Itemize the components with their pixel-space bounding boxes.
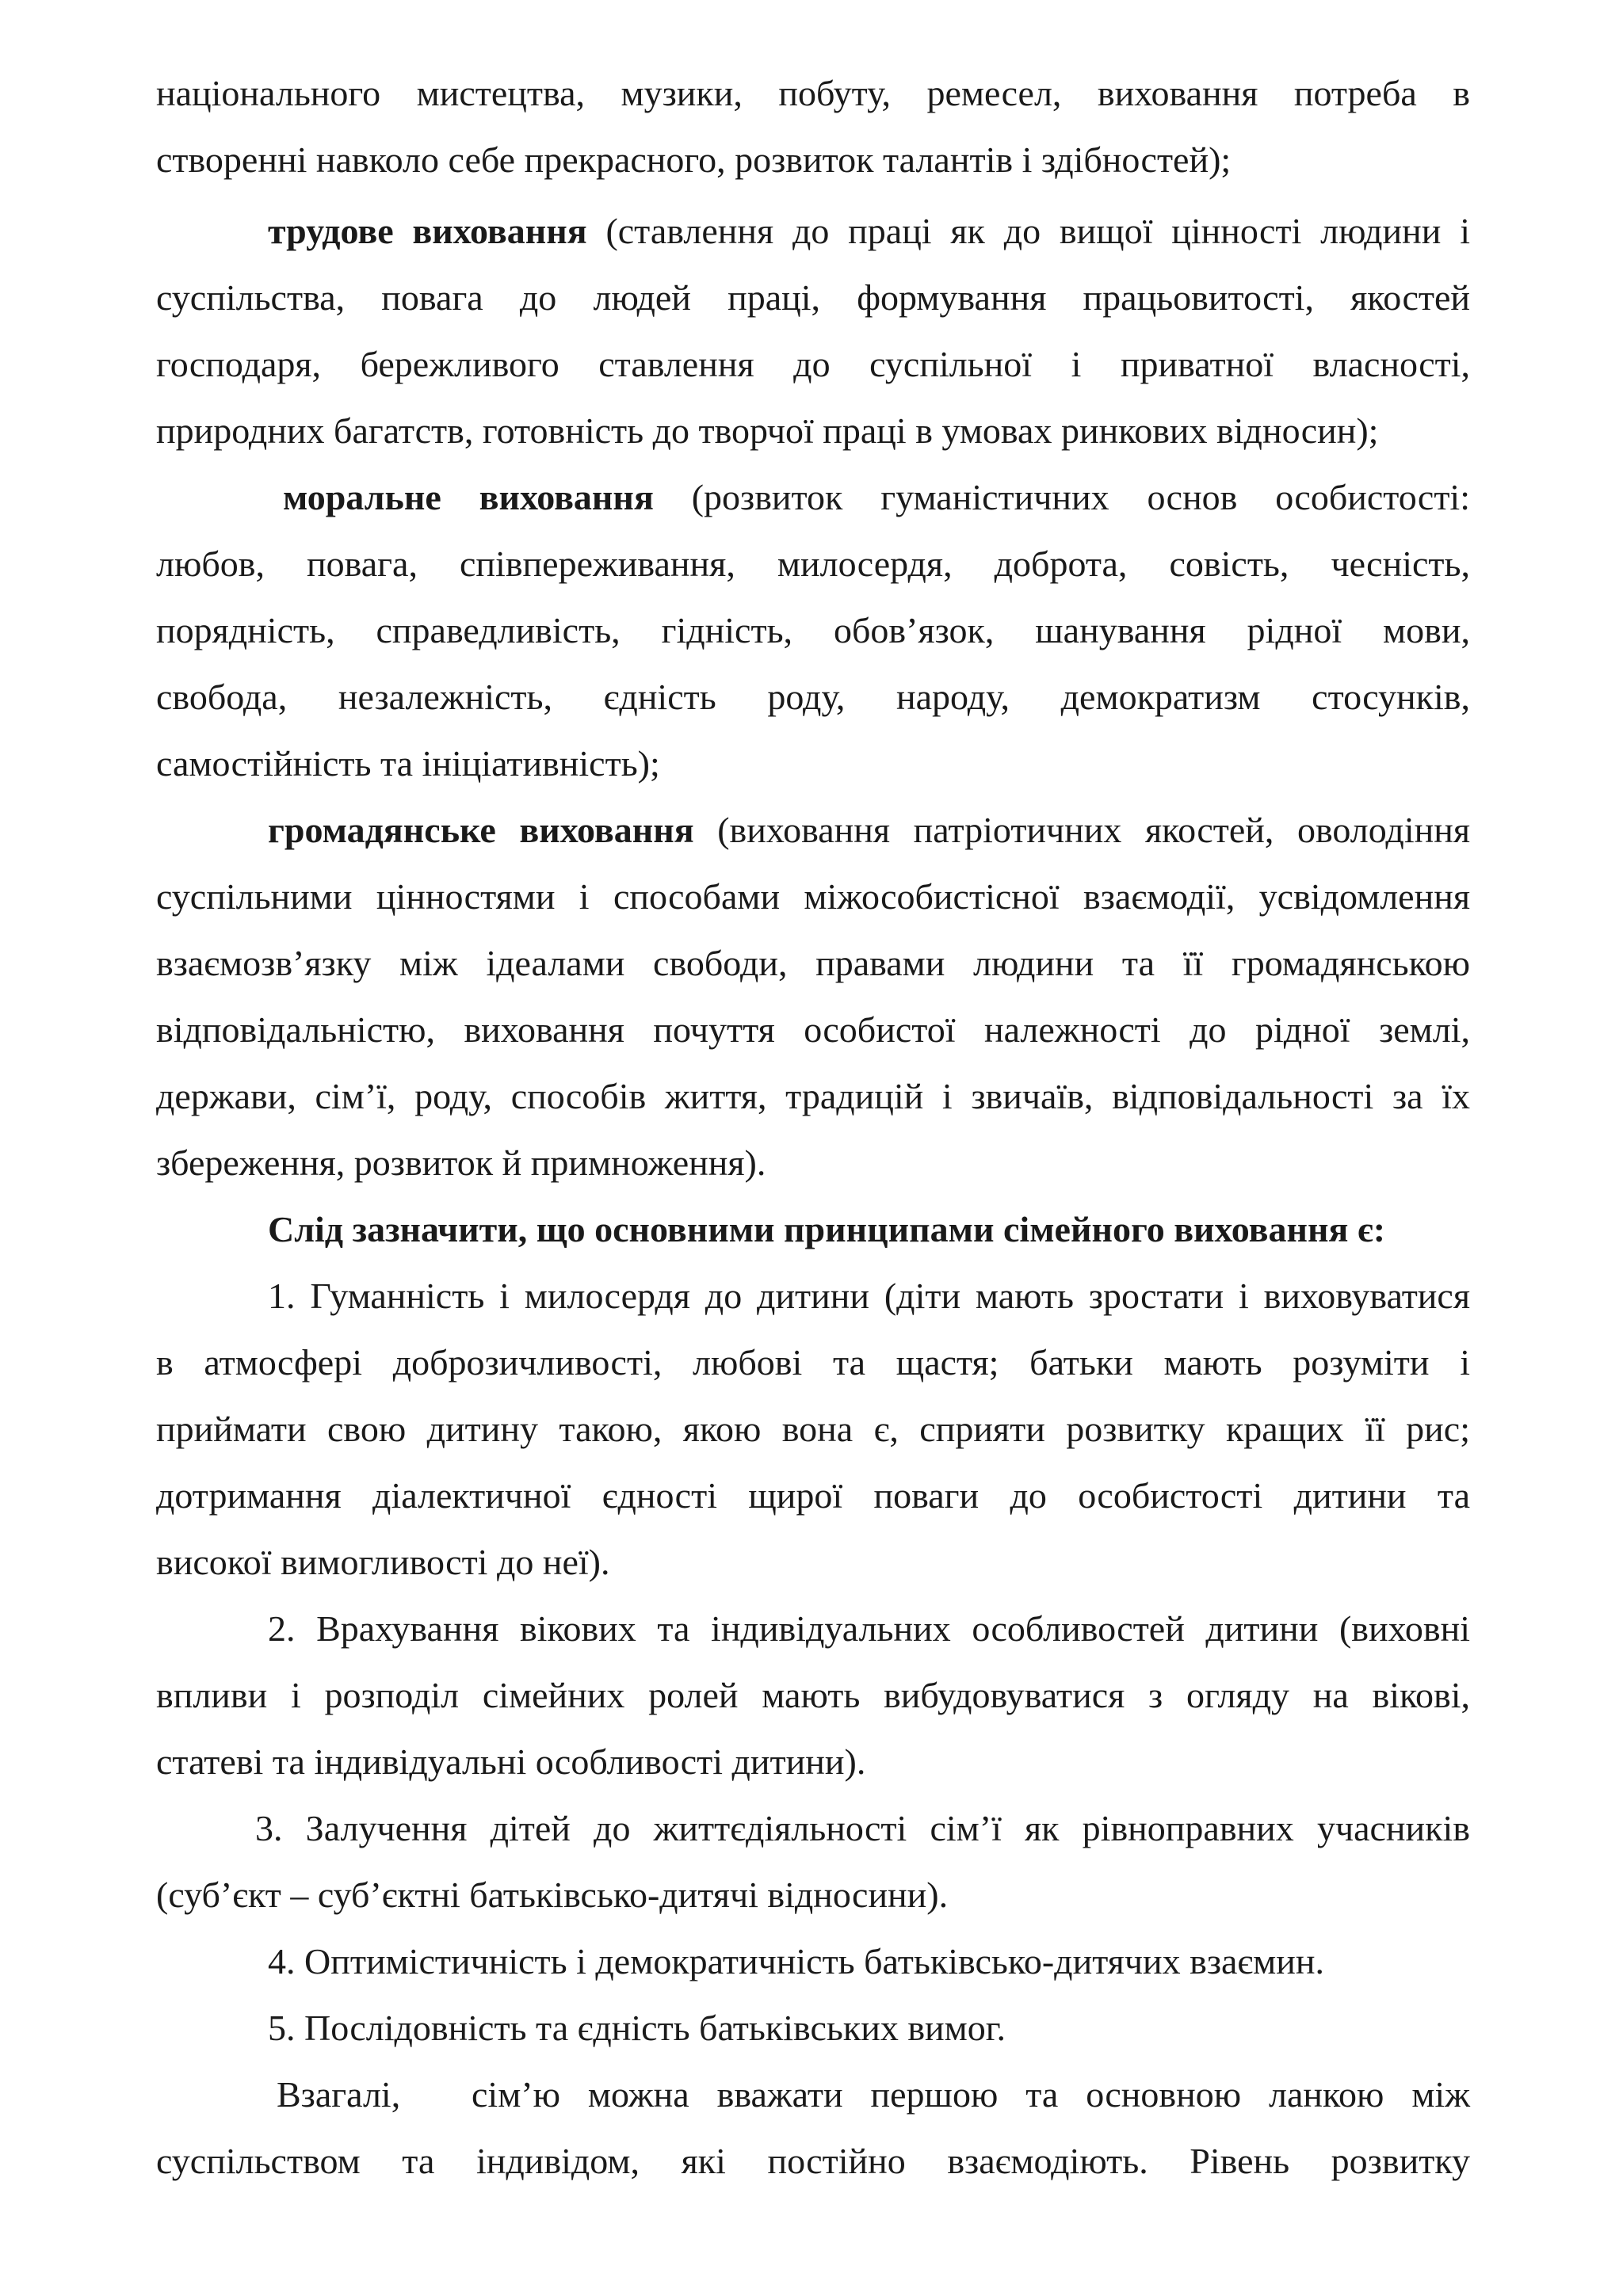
- paragraph-line: національного мистецтва, музики, побуту, ремесел, виховання потреба в: [156, 73, 1470, 113]
- paragraph-line: суспільства, повага до людей праці, формування працьовитості, якостей: [156, 277, 1470, 318]
- paragraph-line: держави, сім’ї, роду, способів життя, традицій і звичаїв, відповідальності за їх: [156, 1076, 1470, 1116]
- principle-item: 2. Врахування вікових та індивідуальних особливостей дитини (виховні: [268, 1608, 1470, 1649]
- paragraph-line: господаря, бережливого ставлення до суспільної і приватної власності,: [156, 344, 1470, 384]
- labor-education-text: (ставлення до праці як до вищої цінності людини і: [605, 211, 1471, 251]
- paragraph-line: статеві та індивідуальні особливості дитини).: [156, 1741, 866, 1782]
- paragraph-line: дотримання діалектичної єдності щирої поваги до особистості дитини та: [156, 1475, 1470, 1516]
- principle-item: 5. Послідовність та єдність батьківських вимог.: [268, 2008, 1006, 2048]
- paragraph-line: збереження, розвиток й примноження).: [156, 1142, 766, 1183]
- paragraph-line: приймати свою дитину такою, якою вона є, сприяти розвитку кращих її рис;: [156, 1409, 1470, 1449]
- moral-education-line: [283, 474, 1470, 521]
- civic-education-line: [268, 807, 1470, 854]
- paragraph-line: суспільними цінностями і способами міжособистісної взаємодії, усвідомлення: [156, 876, 1470, 917]
- paragraph-line: відповідальністю, виховання почуття особистої належності до рідної землі,: [156, 1009, 1470, 1050]
- paragraph-line: високої вимогливості до неї).: [156, 1542, 610, 1582]
- civic-education-term: громадянське виховання: [268, 810, 694, 850]
- paragraph-line: в атмосфері доброзичливості, любові та щастя; батьки мають розуміти і: [156, 1342, 1470, 1383]
- conclusion-line-start: Взагалі,: [277, 2074, 401, 2115]
- principle-item: 3. Залучення дітей до життєдіяльності сім’ї як рівноправних учасників: [255, 1808, 1470, 1848]
- paragraph-line: взаємозв’язку між ідеалами свободи, правами людини та її громадянською: [156, 943, 1470, 983]
- civic-education-text: (виховання патріотичних якостей, оволодіння: [717, 810, 1470, 850]
- conclusion-line-rest: сім’ю можна вважати першою та основною ланкою між: [472, 2074, 1470, 2115]
- paragraph-line: свобода, незалежність, єдність роду, народу, демократизм стосунків,: [156, 677, 1470, 717]
- paragraph-line: впливи і розподіл сімейних ролей мають вибудовуватися з огляду на вікові,: [156, 1675, 1470, 1715]
- paragraph-line: суспільством та індивідом, які постійно взаємодіють. Рівень розвитку: [156, 2141, 1470, 2181]
- principle-item: 4. Оптимістичність і демократичність батьківсько-дитячих взаємин.: [268, 1941, 1324, 1981]
- paragraph-line: самостійність та ініціативність);: [156, 743, 660, 784]
- moral-education-term: моральне виховання: [283, 477, 654, 517]
- paragraph-line: порядність, справедливість, гідність, обов’язок, шанування рідної мови,: [156, 610, 1470, 650]
- paragraph-line: створенні навколо себе прекрасного, розвиток талантів і здібностей);: [156, 139, 1232, 180]
- labor-education-term: трудове виховання: [268, 211, 587, 251]
- paragraph-line: (суб’єкт – суб’єктні батьківсько-дитячі відносини).: [156, 1875, 949, 1915]
- moral-education-text: (розвиток гуманістичних основ особистості:: [691, 477, 1470, 517]
- principle-item: 1. Гуманність і милосердя до дитини (діти мають зростати і виховуватися: [268, 1276, 1470, 1316]
- paragraph-line: любов, повага, співпереживання, милосердя, доброта, совість, чесність,: [156, 543, 1470, 584]
- paragraph-line: природних багатств, готовність до творчої праці в умовах ринкових відносин);: [156, 410, 1379, 451]
- labor-education-line: [268, 208, 1470, 255]
- principles-heading: Слід зазначити, що основними принципами сімейного виховання є:: [268, 1209, 1386, 1249]
